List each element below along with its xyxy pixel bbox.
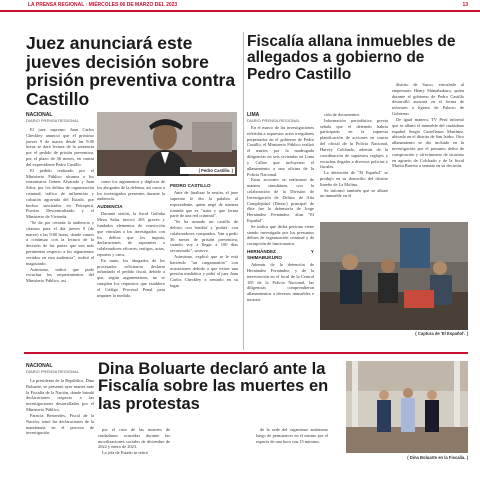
paragraph: distrito de Surco, vinculado al empresario Henry Shimabukuro, quien durante el gobierno de Pedro Castillo desarrolló asesoría en el forma de informes a ligeros de Palacio de Gobierno. <box>392 82 464 117</box>
paragraph: ción de documentos. <box>324 112 361 117</box>
paragraph: La jefa de Estado se retiró <box>102 450 148 456</box>
paragraph: Asimismo, explicó que se le está haciendo "un cargamontón" con acusaciones debido a que existe una presión mediática y pidió al juez Juan Carlos Checkley a sentarlo en su lugar. <box>170 254 238 289</box>
story2-byline <box>247 112 327 123</box>
story2-headline: Fiscalía allana inmuebles de allegados a gobierno de Pedro Castillo <box>247 33 456 83</box>
paragraph: de la sede del organismo autónomo luego de permanecer en el mismo por el espacio de una hora con 15 minutos. <box>256 427 328 444</box>
story2-section: LIMA <box>247 112 260 118</box>
story1-source: DIARIO PRENSA REGIONAL <box>26 118 79 123</box>
masthead <box>0 0 480 12</box>
story3-col1 <box>26 378 94 472</box>
subhead-audiencia: AUDIENCIA <box>97 204 123 210</box>
raid-photo-illustration <box>320 222 468 330</box>
story2-col2 <box>320 112 388 220</box>
paragraph: El pedido realizado por el Ministerio Público alcanza a los exministros Geiner Alvarado y Juan Silva; por los delitos de organización criminal, tráfico de influencias y colusión agravada del Estado, por hechos suscitados en Petroperú, Provías Descentralizado y el Ministerio de Vivienda. <box>26 167 94 220</box>
paragraph: "Se da por cerrada la audiencia y citamos para el día jueves 9 (de marzo) a las 9:00 horas, donde vamos a continuar con la lectura de la decisión de las partes que son más pertinentes respecto a los argumentos vertidos en esta audiencia", indicó el magistrado. <box>26 220 94 266</box>
story2-source: DIARIO PRENSA REGIONAL <box>247 118 300 123</box>
paragraph: Asimismo, indicó que pudo escuchar los requerimientos del Ministerio Público, así <box>26 266 94 284</box>
story2-col3 <box>392 82 464 222</box>
paragraph: Además de la detención de Hernández Fernández, y de la intervención en el local de la Central 105 de la Policía Nacional, las diligencias comprendieron allanamientos a diversos inmuebles e incauta- <box>247 262 314 303</box>
subhead-pedro-castillo: PEDRO CASTILLO <box>170 183 211 188</box>
story3-photo <box>346 361 468 453</box>
column-divider <box>243 32 244 350</box>
paragraph: La detención de "El Español" se produjo en su domicilio del distrito limeño de La Molina. <box>320 170 388 187</box>
story1-col1 <box>26 127 94 342</box>
masthead-date: LA PRENSA REGIONAL · MIÉRCOLES 06 DE MARZO DEL 2023 <box>28 2 178 8</box>
story3-photo-caption: ( Dina Boluarte en la Fiscalía. ) <box>407 455 468 460</box>
story3-section: NACIONAL <box>26 363 53 369</box>
story3-col3 <box>256 427 328 475</box>
story2-photo-caption: ( Captura de 'El Español'. ) <box>415 331 468 336</box>
paragraph: Se indica que dicha persona viene siendo investigada por los presuntos delitos de organización criminal y de corrupción de funcionarios. <box>247 223 314 247</box>
story1-photo-caption: ( Pedro Castillo. ) <box>180 167 235 174</box>
paragraph: En tanto, los abogados de los procesados solicitaron declarar infundado el pedido fiscal, debido a que, según argumentaron, no se cumplen los requisitos que establece el Código Procesal Penal para imponer la medida. <box>97 257 165 298</box>
boluarte-photo-illustration <box>346 361 468 453</box>
story2-col1 <box>247 125 314 345</box>
paragraph: El juez supremo Juan Carlos Checkley anunció que el próximo jueves 9 de marzo desde las 9:00 horas se dará lectura de la sentencia por el pedido de prisión preventiva, por el plazo de 36 meses, en contra del expresidente Pedro Castillo. <box>26 127 94 167</box>
section-divider <box>24 352 468 354</box>
paragraph: La presidenta de la República, Dina Boluarte, se presentó ayer martes ante la Fiscalía de la Nación, donde brindó declaraciones respecto a las investigaciones desarrolladas por el Ministerio Público. <box>26 378 94 413</box>
paragraph: "Se ha armado un castillo de delitos, con 'tendría' y 'podría', con colaboradores comprados. Van a pedir 36 meses de prisión preventiva, cuando voy a llegar a 100 días secuestrado", sostuvo. <box>170 219 238 254</box>
story1-col2 <box>97 179 165 344</box>
story1-col3 <box>170 181 238 344</box>
paragraph: Durante sesión, la fiscal Galinka Meza Salas invocó 283 graves y fundados elementos de convicción que vinculan a los investigados con los delitos que les imputa, declaraciones de aspirantes a colaboradores eficaces, testigos, actas, reportes y otros. <box>97 211 165 257</box>
paragraph: En el marco de las investigaciones referidas a supuestos actos irregulares perpetrados en el gobierno de Pedro Castillo, el Ministerio Público realizó el martes por la madrugada diligencias en seis viviendas en Lima y Callao que incluyeron el allanamiento a una oficina de la Policía Nacional. <box>247 125 314 177</box>
paragraph: Patricia Benavides, Fiscal de la Nación, tomó las declaraciones de la mandataria en el proceso de investigación <box>26 412 94 436</box>
paragraph: De igual manera, TV Perú informó que se allanó el inmueble del ciudadano español Sergio Castellanos Martínez, ubicado en el distrito de San Isidro. Otro allanamiento se dio incluido en la investigación por el presunto delito de conspiración y ofrecimiento de sicariato en agravio de Colchado y de la fiscal Marita Barreto a sensato en su decisión. <box>392 116 464 169</box>
story3-headline: Dina Boluarte declaró ante la Fiscalía sobre las muertes en las protestas <box>98 360 329 413</box>
story1-section: NACIONAL <box>26 112 53 118</box>
story2-photo <box>320 222 468 330</box>
story3-col2 <box>98 427 170 475</box>
paragraph: Ante de finalizar la sesión, el juez supremo le dio la palabra al expresidente, quien negó de manera rotunda que es "autor y que forma parte de una red criminal". <box>170 190 238 219</box>
paragraph: Se informó también que se allanó un inmueble en el <box>320 187 388 199</box>
story1-headline: Juez anunciará este jueves decisión sobre prisión preventiva contra Castillo <box>26 33 236 109</box>
paragraph: Estas acciones se realizaron de manera simultánea, con la colaboración de la División de Investigación de Delitos de Alta Complejidad (Diviac) principal de élite fue la defensoría de Jorge Hernández Fernández, alias "El Español". <box>247 177 314 223</box>
paragraph: por el caso de las muertes de ciudadanos ocurridas durante las movilizaciones sociales de diciembre de 2022 y enero de 2023. <box>98 427 170 450</box>
subhead-hernandez: HERNÁNDEZ Y SHIMABUKURO <box>247 249 314 261</box>
paragraph: Información periodística previa señala que el detenido habría participado en la supuesta planificación de acciones en contra del oficial de la Policía Nacional, Harvey Colchado, además de la coordinación de supuestos reglajes y escuchas ilegales a diversos policías y fiscales. <box>320 117 388 170</box>
paragraph: como los argumentos y dúplicas de los abogados de la defensa, así como a los investigados presentes durante la audiencia. <box>97 179 165 202</box>
story1-byline <box>26 112 106 123</box>
story3-source: DIARIO PRENSA REGIONAL <box>26 369 79 374</box>
page-number: 13 <box>462 2 468 8</box>
story3-byline <box>26 363 106 374</box>
